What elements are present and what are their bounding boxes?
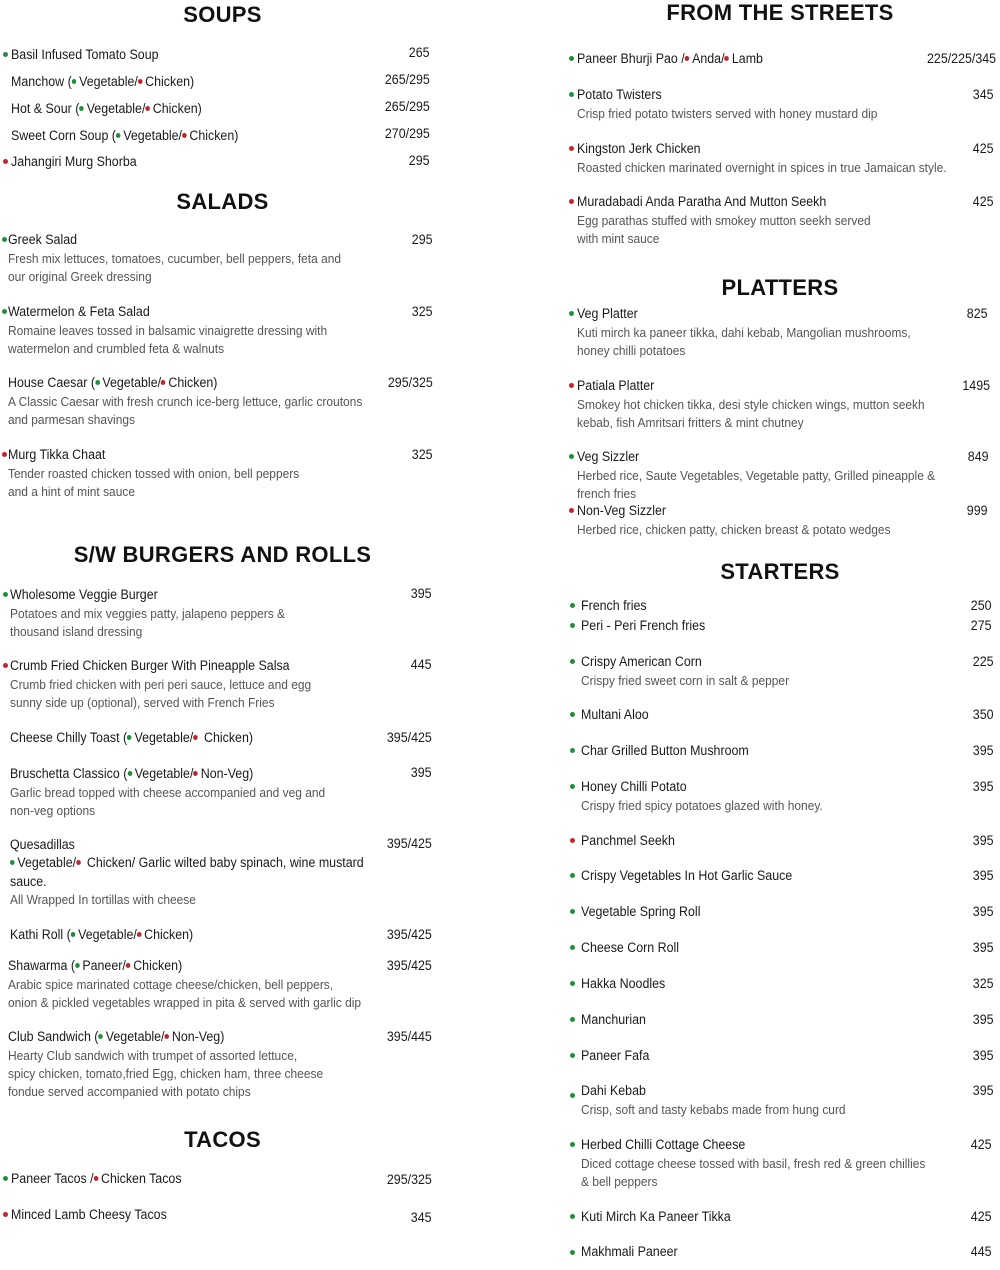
- menu-item-name: Watermelon & Feta Salad: [8, 304, 150, 319]
- veg-dot-icon: [10, 860, 15, 865]
- veg-dot-icon: [570, 659, 575, 664]
- menu-item-description: Herbed rice, chicken patty, chicken breast & potato wedges: [577, 522, 891, 537]
- menu-item-name: Panchmel Seekh: [581, 833, 675, 848]
- menu-item-price: 425: [973, 194, 994, 209]
- menu-item-options: sauce.: [10, 874, 47, 889]
- menu-item-price: 395/445: [387, 1029, 432, 1044]
- veg-dot-icon: [127, 771, 132, 776]
- menu-item-price: 445: [971, 1244, 992, 1259]
- menu-item-price: 265/295: [385, 99, 430, 114]
- menu-item-name: Shawarma ( Paneer/ Chicken): [8, 958, 183, 973]
- menu-item-price: 395: [973, 868, 994, 883]
- menu-item-description: watermelon and crumbled feta & walnuts: [8, 341, 225, 356]
- menu-item-price: 325: [412, 447, 433, 462]
- menu-item-price: 425: [973, 141, 994, 156]
- nonveg-dot-icon: [161, 380, 166, 385]
- menu-item-name: Kuti Mirch Ka Paneer Tikka: [581, 1209, 731, 1224]
- nonveg-dot-icon: [725, 56, 730, 61]
- veg-dot-icon: [569, 454, 574, 459]
- menu-item-price: 295: [409, 153, 430, 168]
- nonveg-dot-icon: [137, 932, 142, 937]
- menu-item-description: Crisp fried potato twisters served with honey mustard dip: [577, 106, 878, 121]
- menu-item-price: 395/425: [387, 927, 432, 942]
- nonveg-dot-icon: [182, 133, 187, 138]
- menu-item-name: Peri - Peri French fries: [581, 618, 706, 633]
- menu-item-name: Dahi Kebab: [581, 1083, 646, 1098]
- nonveg-dot-icon: [569, 146, 574, 151]
- nonveg-dot-icon: [3, 159, 8, 164]
- menu-item-price: 395: [973, 1048, 994, 1063]
- menu-item-description: Arabic spice marinated cottage cheese/chicken, bell peppers,: [8, 977, 334, 992]
- menu-item-description: Crispy fried sweet corn in salt & pepper: [581, 673, 790, 688]
- menu-item-price: 1495: [962, 378, 990, 393]
- veg-dot-icon: [569, 56, 574, 61]
- veg-dot-icon: [79, 106, 84, 111]
- veg-dot-icon: [2, 237, 7, 242]
- menu-item-description: Crumb fried chicken with peri peri sauce, lettuce and egg: [10, 677, 312, 692]
- menu-item-name: Sweet Corn Soup ( Vegetable/ Chicken): [11, 128, 239, 143]
- menu-item-name: Jahangiri Murg Shorba: [11, 154, 137, 169]
- platters-heading: PLATTERS: [721, 275, 839, 300]
- menu-item-price: 395/425: [387, 958, 432, 973]
- menu-item-description: kebab, fish Amritsari fritters & mint chutney: [577, 415, 804, 430]
- menu-item-price: 395: [973, 940, 994, 955]
- nonveg-dot-icon: [193, 735, 198, 740]
- veg-dot-icon: [570, 945, 575, 950]
- veg-dot-icon: [3, 592, 8, 597]
- menu-item-name: Char Grilled Button Mushroom: [581, 743, 749, 758]
- menu-item-description: & bell peppers: [581, 1174, 658, 1189]
- menu-item-description: Potatoes and mix veggies patty, jalapeno peppers &: [10, 606, 286, 621]
- menu-item-description: non-veg options: [10, 803, 96, 818]
- veg-dot-icon: [98, 1034, 103, 1039]
- menu-item-price: 425: [971, 1209, 992, 1224]
- veg-dot-icon: [569, 92, 574, 97]
- veg-dot-icon: [2, 309, 7, 314]
- menu-item-description: Herbed rice, Saute Vegetables, Vegetable patty, Grilled pineapple & french fries: [577, 468, 936, 501]
- menu-item-description: A Classic Caesar with fresh crunch ice-berg lettuce, garlic croutons: [8, 394, 363, 409]
- menu-item-name: Crispy American Corn: [581, 654, 702, 669]
- nonveg-dot-icon: [685, 56, 690, 61]
- veg-dot-icon: [570, 603, 575, 608]
- menu-item-price: 395: [973, 904, 994, 919]
- veg-dot-icon: [570, 712, 575, 717]
- menu-item-price: 999: [967, 503, 988, 518]
- veg-dot-icon: [71, 932, 76, 937]
- menu-item-name: Paneer Bhurji Pao / Anda/ Lamb: [577, 51, 763, 66]
- menu-item-price: 395/425: [387, 836, 432, 851]
- menu-item-price: 395: [973, 1012, 994, 1027]
- menu-item-name: Hakka Noodles: [581, 976, 666, 991]
- menu-item-description: Fresh mix lettuces, tomatoes, cucumber, bell peppers, feta and: [8, 251, 342, 266]
- menu-item-name: Kathi Roll ( Vegetable/ Chicken): [10, 927, 194, 942]
- veg-dot-icon: [570, 748, 575, 753]
- menu-item-name: Greek Salad: [8, 232, 78, 247]
- menu-item-name: Manchurian: [581, 1012, 646, 1027]
- menu-item-name: Wholesome Veggie Burger: [10, 587, 158, 602]
- menu-item-price: 265: [409, 45, 430, 60]
- menu-item-price: 395/425: [387, 730, 432, 745]
- menu-item-name: Cheese Chilly Toast ( Vegetable/ Chicken): [10, 730, 254, 745]
- menu-item-name: Veg Sizzler: [577, 449, 640, 464]
- menu-item-description: Tender roasted chicken tossed with onion, bell peppers: [8, 466, 300, 481]
- menu-item-price: 445: [411, 657, 432, 672]
- nonveg-dot-icon: [2, 452, 7, 457]
- menu-item-name: Paneer Fafa: [581, 1048, 650, 1063]
- nonveg-dot-icon: [126, 963, 131, 968]
- menu-item-description: onion & pickled vegetables wrapped in pita & served with garlic dip: [8, 995, 362, 1010]
- menu-item-description: and a hint of mint sauce: [8, 484, 135, 499]
- menu-item-description: Garlic bread topped with cheese accompanied and veg and: [10, 785, 326, 800]
- menu-item-price: 395: [973, 833, 994, 848]
- nonveg-dot-icon: [165, 1034, 170, 1039]
- burgers-heading: S/W BURGERS AND ROLLS: [73, 542, 372, 567]
- menu-item-price: 295: [412, 232, 433, 247]
- menu-item-options: Vegetable/ Chicken/ Garlic wilted baby spinach, wine mustard: [10, 855, 364, 870]
- menu-item-name: Potato Twisters: [577, 87, 662, 102]
- menu-item-name: Quesadillas: [10, 837, 75, 852]
- menu-item-name: Herbed Chilli Cottage Cheese: [581, 1137, 746, 1152]
- veg-dot-icon: [3, 52, 8, 57]
- veg-dot-icon: [75, 963, 80, 968]
- menu-item-name: Minced Lamb Cheesy Tacos: [11, 1207, 167, 1222]
- menu-item-name: Manchow ( Vegetable/ Chicken): [11, 74, 195, 89]
- nonveg-dot-icon: [569, 508, 574, 513]
- menu-item-price: 225/225/345: [926, 51, 996, 66]
- menu-item-name: Bruschetta Classico ( Vegetable/ Non-Veg): [10, 766, 254, 781]
- nonveg-dot-icon: [569, 383, 574, 388]
- menu-item-price: 395: [973, 743, 994, 758]
- menu-item-description: with mint sauce: [577, 231, 660, 246]
- salads-heading: SALADS: [176, 189, 269, 214]
- menu-item-name: Crumb Fried Chicken Burger With Pineapple Salsa: [10, 658, 290, 673]
- menu-item-description: honey chilli potatoes: [577, 343, 686, 358]
- veg-dot-icon: [95, 380, 100, 385]
- veg-dot-icon: [570, 1250, 575, 1255]
- menu-item-price: 350: [973, 707, 994, 722]
- menu-item-name: Honey Chilli Potato: [581, 779, 687, 794]
- menu-item-name: Muradabadi Anda Paratha And Mutton Seekh: [577, 194, 827, 209]
- menu-item-name: Multani Aloo: [581, 707, 649, 722]
- menu-item-description: Crispy fried spicy potatoes glazed with honey.: [581, 798, 823, 813]
- veg-dot-icon: [570, 1017, 575, 1022]
- nonveg-dot-icon: [76, 860, 81, 865]
- menu-item-name: House Caesar ( Vegetable/ Chicken): [8, 375, 218, 390]
- veg-dot-icon: [116, 133, 121, 138]
- menu-item-price: 345: [411, 1210, 432, 1225]
- menu-item-name: Crispy Vegetables In Hot Garlic Sauce: [581, 868, 793, 883]
- nonveg-dot-icon: [193, 771, 198, 776]
- menu-item-description: Smokey hot chicken tikka, desi style chicken wings, mutton seekh: [577, 397, 925, 412]
- menu-item-description: thousand island dressing: [10, 624, 143, 639]
- veg-dot-icon: [127, 735, 132, 740]
- menu-item-name: Makhmali Paneer: [581, 1244, 678, 1259]
- menu-item-price: 295/325: [387, 1172, 432, 1187]
- menu-item-description: Kuti mirch ka paneer tikka, dahi kebab, Mangolian mushrooms,: [577, 325, 911, 340]
- veg-dot-icon: [570, 873, 575, 878]
- soups-heading: SOUPS: [183, 2, 262, 27]
- starters-heading: STARTERS: [720, 559, 840, 584]
- menu-item-name: Cheese Corn Roll: [581, 940, 680, 955]
- menu-item-name: Patiala Platter: [577, 378, 655, 393]
- menu-item-description: Diced cottage cheese tossed with basil, fresh red & green chillies: [581, 1156, 926, 1171]
- menu-item-description: our original Greek dressing: [8, 269, 152, 284]
- menu-item-price: 395: [973, 1083, 994, 1098]
- menu-item-price: 345: [973, 87, 994, 102]
- veg-dot-icon: [570, 623, 575, 628]
- veg-dot-icon: [72, 79, 77, 84]
- menu-item-description: Crisp, soft and tasty kebabs made from hung curd: [581, 1102, 846, 1117]
- menu-item-description: spicy chicken, tomato,fried Egg, chicken ham, three cheese: [8, 1066, 324, 1081]
- nonveg-dot-icon: [570, 838, 575, 843]
- streets-heading: FROM THE STREETS: [666, 0, 894, 25]
- menu-item-price: 395: [411, 765, 432, 780]
- menu-item-price: 295/325: [388, 375, 433, 390]
- nonveg-dot-icon: [3, 663, 8, 668]
- nonveg-dot-icon: [138, 79, 143, 84]
- menu-item-price: 425: [971, 1137, 992, 1152]
- menu-item-price: 395: [411, 586, 432, 601]
- menu-item-price: 270/295: [385, 126, 430, 141]
- nonveg-dot-icon: [94, 1176, 99, 1181]
- menu-item-price: 275: [971, 618, 992, 633]
- menu-item-description: All Wrapped In tortillas with cheese: [10, 892, 196, 907]
- nonveg-dot-icon: [3, 1212, 8, 1217]
- menu-item-price: 325: [973, 976, 994, 991]
- menu-item-name: Non-Veg Sizzler: [577, 503, 667, 518]
- veg-dot-icon: [570, 1093, 575, 1098]
- menu-item-description: Roasted chicken marinated overnight in spices in true Jamaican style.: [577, 160, 947, 175]
- menu-item-description: fondue served accompanied with potato chips: [8, 1084, 251, 1099]
- menu-item-name: Hot & Sour ( Vegetable/ Chicken): [11, 101, 202, 116]
- menu-item-name: Veg Platter: [577, 306, 638, 321]
- nonveg-dot-icon: [569, 199, 574, 204]
- veg-dot-icon: [570, 1142, 575, 1147]
- menu-item-name: Vegetable Spring Roll: [581, 904, 701, 919]
- veg-dot-icon: [569, 311, 574, 316]
- menu-item-price: 825: [967, 306, 988, 321]
- menu-item-name: Paneer Tacos / Chicken Tacos: [11, 1171, 182, 1186]
- veg-dot-icon: [570, 1053, 575, 1058]
- nonveg-dot-icon: [145, 106, 150, 111]
- menu-item-price: 250: [971, 598, 992, 613]
- menu-item-description: and parmesan shavings: [8, 412, 135, 427]
- menu-item-description: Romaine leaves tossed in balsamic vinaigrette dressing with: [8, 323, 328, 338]
- veg-dot-icon: [570, 981, 575, 986]
- tacos-heading: TACOS: [184, 1127, 261, 1152]
- menu-item-name: Kingston Jerk Chicken: [577, 141, 701, 156]
- veg-dot-icon: [570, 1214, 575, 1219]
- menu-item-name: French fries: [581, 598, 647, 613]
- menu-item-name: Basil Infused Tomato Soup: [11, 47, 159, 62]
- menu-item-price: 849: [968, 449, 989, 464]
- menu-item-description: Hearty Club sandwich with trumpet of assorted lettuce,: [8, 1048, 298, 1063]
- menu-item-name: Murg Tikka Chaat: [8, 447, 106, 462]
- veg-dot-icon: [3, 1176, 8, 1181]
- menu-item-price: 225: [973, 654, 994, 669]
- veg-dot-icon: [570, 909, 575, 914]
- menu-item-price: 325: [412, 304, 433, 319]
- veg-dot-icon: [570, 784, 575, 789]
- menu-item-name: Club Sandwich ( Vegetable/ Non-Veg): [8, 1029, 225, 1044]
- menu-item-description: Egg parathas stuffed with smokey mutton seekh served: [577, 213, 871, 228]
- menu-item-description: sunny side up (optional), served with French Fries: [10, 695, 275, 710]
- menu-item-price: 265/295: [385, 72, 430, 87]
- menu-item-price: 395: [973, 779, 994, 794]
